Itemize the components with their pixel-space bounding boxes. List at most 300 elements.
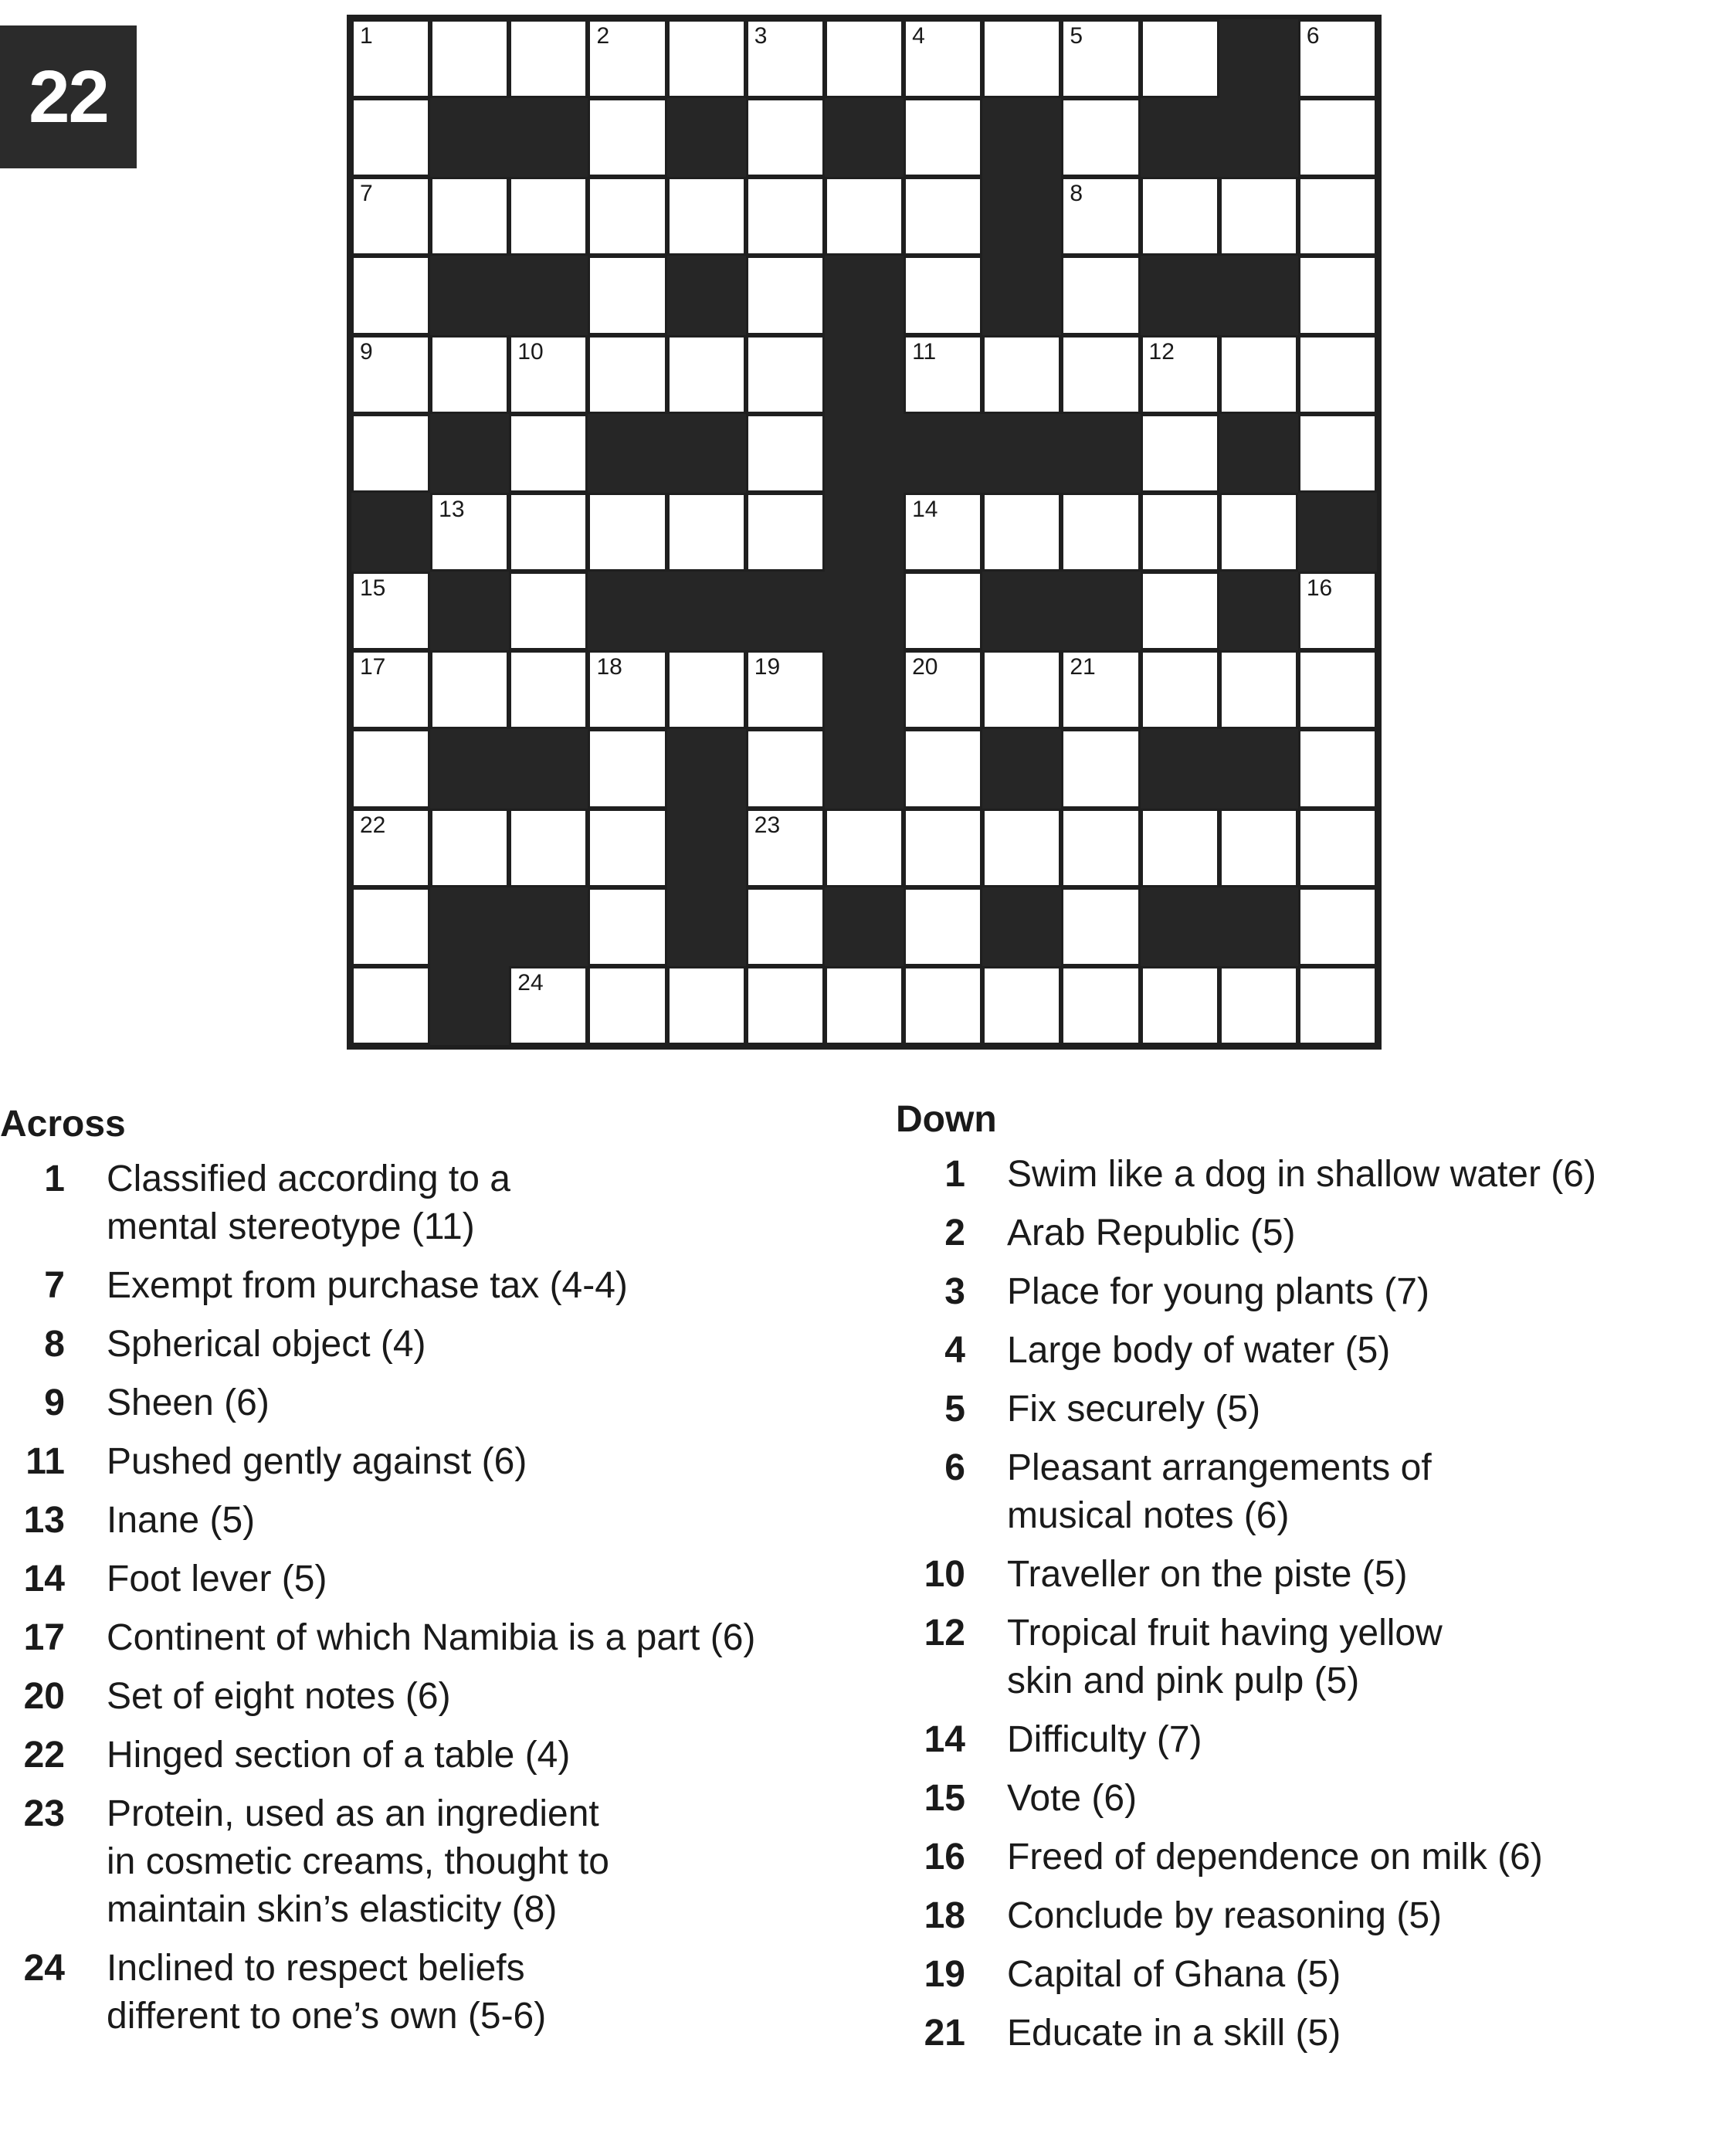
across-clue-23 [0,1790,834,1934]
grid-entry-cell[interactable] [351,966,430,1045]
grid-block-cell [667,572,746,650]
grid-entry-cell[interactable] [825,177,904,256]
down-heading: Down [896,1099,997,1140]
grid-entry-cell[interactable] [1141,19,1219,98]
down-clue-16 [896,1833,1730,1881]
grid-entry-cell[interactable] [746,493,825,572]
clue-text [107,1438,527,1486]
grid-entry-cell[interactable] [351,177,430,256]
grid-block-cell [982,572,1061,650]
grid-entry-cell[interactable] [588,809,666,887]
grid-entry-cell[interactable] [746,335,825,414]
grid-entry-cell[interactable] [588,256,666,334]
cell-clue-number: 13 [439,496,465,522]
clue-text-line: Sheen (6) [107,1382,270,1423]
grid-entry-cell[interactable] [1298,729,1377,808]
grid-block-cell [667,256,746,334]
grid-block-cell [509,887,588,966]
grid-block-cell [509,256,588,334]
grid-entry-cell[interactable] [430,493,509,572]
grid-block-cell [825,98,904,177]
grid-entry-cell[interactable] [351,335,430,414]
grid-entry-cell[interactable] [904,177,982,256]
grid-block-cell [430,887,509,966]
grid-entry-cell[interactable] [746,98,825,177]
clue-text [107,1262,628,1310]
cell-clue-number: 24 [517,969,544,996]
clue-number: 24 [23,1948,65,1989]
across-clue-9 [0,1379,834,1427]
grid-block-cell [1219,256,1298,334]
across-clue-7 [0,1262,834,1310]
clue-text-line: different to one’s own (5-6) [107,1996,547,2037]
grid-entry-cell[interactable] [746,19,825,98]
grid-block-cell [1219,414,1298,493]
grid-entry-cell[interactable] [588,729,666,808]
grid-entry-cell[interactable] [509,650,588,729]
clue-text [107,1321,426,1369]
clue-number: 9 [44,1382,65,1423]
grid-block-cell [1219,572,1298,650]
grid-block-cell [588,414,666,493]
grid-entry-cell[interactable] [667,966,746,1045]
grid-entry-cell[interactable] [746,650,825,729]
clue-text [1007,1833,1543,1881]
grid-entry-cell[interactable] [1061,98,1140,177]
grid-entry-cell[interactable] [1061,729,1140,808]
cell-clue-number: 1 [360,23,373,49]
clue-text-line: Difficulty (7) [1007,1719,1202,1760]
clue-text-line: Exempt from purchase tax (4-4) [107,1265,628,1306]
clue-text-line: Large body of water (5) [1007,1330,1391,1371]
grid-entry-cell[interactable] [1298,966,1377,1045]
down-clue-5 [896,1386,1730,1433]
clue-text-line: Freed of dependence on milk (6) [1007,1837,1543,1878]
clue-number: 5 [944,1389,965,1430]
cell-clue-number: 17 [360,654,386,680]
down-clue-19 [896,1951,1730,1999]
grid-block-cell [746,572,825,650]
grid-entry-cell[interactable] [1298,256,1377,334]
grid-entry-cell[interactable] [430,650,509,729]
clue-text [1007,1610,1443,1705]
grid-entry-cell[interactable] [351,98,430,177]
grid-block-cell [1141,256,1219,334]
down-clue-3 [896,1268,1730,1316]
clue-number: 7 [44,1265,65,1306]
clue-text [1007,1892,1442,1940]
cell-clue-number: 3 [754,23,768,49]
grid-entry-cell[interactable] [667,335,746,414]
grid-block-cell [825,493,904,572]
grid-entry-cell[interactable] [588,966,666,1045]
grid-block-cell [982,98,1061,177]
clue-text [1007,2010,1341,2057]
grid-entry-cell[interactable] [825,966,904,1045]
grid-block-cell [430,256,509,334]
grid-block-cell [1061,572,1140,650]
grid-entry-cell[interactable] [1061,809,1140,887]
grid-entry-cell[interactable] [588,98,666,177]
grid-entry-cell[interactable] [904,966,982,1045]
grid-entry-cell[interactable] [1061,19,1140,98]
grid-block-cell [1141,729,1219,808]
grid-entry-cell[interactable] [1141,414,1219,493]
clue-text-line: Swim like a dog in shallow water (6) [1007,1154,1596,1195]
grid-entry-cell[interactable] [825,809,904,887]
grid-entry-cell[interactable] [1141,177,1219,256]
clue-text [1007,1444,1432,1540]
grid-entry-cell[interactable] [1141,809,1219,887]
grid-entry-cell[interactable] [904,887,982,966]
grid-entry-cell[interactable] [588,19,666,98]
grid-entry-cell[interactable] [588,177,666,256]
clue-text-line: Inclined to respect beliefs [107,1948,525,1989]
cell-clue-number: 5 [1070,23,1083,49]
grid-block-cell [667,98,746,177]
cell-clue-number: 20 [912,654,938,680]
grid-block-cell [825,414,904,493]
grid-entry-cell[interactable] [588,493,666,572]
grid-entry-cell[interactable] [904,572,982,650]
grid-block-cell [982,887,1061,966]
cell-clue-number: 19 [754,654,781,680]
clue-text [1007,1775,1137,1823]
grid-entry-cell[interactable] [746,729,825,808]
grid-block-cell [982,729,1061,808]
clue-text [107,1945,546,2040]
grid-entry-cell[interactable] [904,650,982,729]
clue-number: 16 [924,1837,965,1878]
cell-clue-number: 12 [1148,338,1175,365]
grid-entry-cell[interactable] [746,177,825,256]
grid-block-cell [904,414,982,493]
clue-text [107,1732,570,1779]
grid-block-cell [825,729,904,808]
cell-clue-number: 11 [912,338,937,365]
grid-entry-cell[interactable] [982,650,1061,729]
clue-number: 20 [23,1676,65,1717]
clue-number: 2 [944,1213,965,1253]
grid-entry-cell[interactable] [746,966,825,1045]
grid-block-cell [825,256,904,334]
down-clue-12 [896,1610,1730,1705]
clue-text [1007,1268,1429,1316]
grid-entry-cell[interactable] [430,19,509,98]
clue-number: 12 [924,1613,965,1654]
grid-entry-cell[interactable] [904,809,982,887]
grid-entry-cell[interactable] [588,650,666,729]
grid-entry-cell[interactable] [430,809,509,887]
grid-entry-cell[interactable] [667,19,746,98]
grid-entry-cell[interactable] [1219,335,1298,414]
clue-text-line: maintain skin’s elasticity (8) [107,1889,558,1930]
down-clue-10 [896,1551,1730,1599]
grid-entry-cell[interactable] [1298,887,1377,966]
clue-number: 13 [23,1500,65,1541]
clue-text [1007,1151,1596,1199]
grid-entry-cell[interactable] [509,572,588,650]
grid-entry-cell[interactable] [430,177,509,256]
clue-text-line: Capital of Ghana (5) [1007,1954,1341,1995]
cell-clue-number: 6 [1306,23,1320,49]
clue-text-line: Classified according to a [107,1158,510,1199]
grid-entry-cell[interactable] [1219,966,1298,1045]
grid-entry-cell[interactable] [1298,19,1377,98]
clue-number: 10 [924,1554,965,1595]
clue-text-line: Arab Republic (5) [1007,1213,1296,1253]
grid-block-cell [1219,98,1298,177]
clue-number: 15 [924,1778,965,1819]
cell-clue-number: 16 [1306,575,1333,602]
grid-entry-cell[interactable] [1061,493,1140,572]
grid-entry-cell[interactable] [904,493,982,572]
grid-block-cell [351,493,430,572]
clue-text [1007,1209,1296,1257]
grid-entry-cell[interactable] [1219,493,1298,572]
grid-block-cell [667,809,746,887]
grid-block-cell [825,335,904,414]
grid-block-cell [982,414,1061,493]
clue-text-line: Tropical fruit having yellow [1007,1613,1443,1654]
clue-text [1007,1716,1202,1764]
grid-entry-cell[interactable] [351,650,430,729]
clue-text [1007,1386,1260,1433]
clue-text-line: Set of eight notes (6) [107,1676,451,1717]
grid-block-cell [430,729,509,808]
grid-block-cell [430,572,509,650]
across-heading: Across [0,1104,126,1145]
grid-entry-cell[interactable] [904,729,982,808]
grid-block-cell [825,572,904,650]
cell-clue-number: 22 [360,812,386,838]
grid-entry-cell[interactable] [667,177,746,256]
grid-entry-cell[interactable] [588,887,666,966]
grid-entry-cell[interactable] [1141,572,1219,650]
clue-text-line: skin and pink pulp (5) [1007,1660,1360,1701]
grid-entry-cell[interactable] [982,809,1061,887]
clue-text-line: Spherical object (4) [107,1324,426,1365]
cell-clue-number: 4 [912,23,925,49]
cell-clue-number: 7 [360,181,373,207]
cell-clue-number: 23 [754,812,781,838]
clue-number: 23 [23,1793,65,1834]
clue-text-line: Protein, used as an ingredient [107,1793,599,1834]
grid-entry-cell[interactable] [1061,966,1140,1045]
grid-block-cell [1219,19,1298,98]
grid-entry-cell[interactable] [904,256,982,334]
grid-entry-cell[interactable] [904,335,982,414]
grid-entry-cell[interactable] [430,335,509,414]
grid-entry-cell[interactable] [351,414,430,493]
grid-entry-cell[interactable] [588,335,666,414]
grid-entry-cell[interactable] [667,493,746,572]
cell-clue-number: 14 [912,496,938,522]
grid-entry-cell[interactable] [509,809,588,887]
grid-entry-cell[interactable] [351,887,430,966]
down-clue-4 [896,1327,1730,1375]
grid-entry-cell[interactable] [509,414,588,493]
grid-entry-cell[interactable] [982,335,1061,414]
clue-text [1007,1327,1390,1375]
grid-block-cell [667,414,746,493]
cell-clue-number: 8 [1070,181,1083,207]
across-clue-17 [0,1614,834,1662]
grid-entry-cell[interactable] [1061,177,1140,256]
grid-block-cell [1061,414,1140,493]
grid-entry-cell[interactable] [746,809,825,887]
grid-block-cell [825,650,904,729]
grid-entry-cell[interactable] [509,966,588,1045]
clue-number: 17 [23,1617,65,1658]
grid-entry-cell[interactable] [351,19,430,98]
down-clue-6 [896,1444,1730,1540]
grid-entry-cell[interactable] [1298,335,1377,414]
clue-text-line: in cosmetic creams, thought to [107,1841,609,1882]
clue-number: 8 [44,1324,65,1365]
grid-block-cell [667,729,746,808]
clue-number: 14 [924,1719,965,1760]
clue-number: 22 [23,1735,65,1776]
clue-number: 19 [924,1954,965,1995]
clue-text [1007,1551,1407,1599]
clue-text [107,1790,609,1934]
grid-block-cell [825,887,904,966]
across-clue-24 [0,1945,834,2040]
grid-entry-cell[interactable] [1141,650,1219,729]
grid-entry-cell[interactable] [1298,809,1377,887]
grid-entry-cell[interactable] [1141,335,1219,414]
across-clue-8 [0,1321,834,1369]
down-clue-2 [896,1209,1730,1257]
clue-text-line: Traveller on the piste (5) [1007,1554,1408,1595]
grid-entry-cell[interactable] [351,729,430,808]
down-clue-1 [896,1151,1730,1199]
grid-entry-cell[interactable] [509,19,588,98]
grid-entry-cell[interactable] [746,256,825,334]
grid-entry-cell[interactable] [904,19,982,98]
grid-entry-cell[interactable] [1219,809,1298,887]
grid-entry-cell[interactable] [1298,98,1377,177]
grid-entry-cell[interactable] [1141,966,1219,1045]
grid-entry-cell[interactable] [1219,177,1298,256]
clue-text-line: Place for young plants (7) [1007,1271,1429,1312]
grid-entry-cell[interactable] [982,966,1061,1045]
grid-block-cell [1219,729,1298,808]
grid-block-cell [430,414,509,493]
grid-entry-cell[interactable] [509,493,588,572]
cell-clue-number: 21 [1070,654,1096,680]
grid-entry-cell[interactable] [1061,335,1140,414]
grid-block-cell [430,966,509,1045]
across-clue-13 [0,1497,834,1545]
grid-block-cell [1141,887,1219,966]
grid-entry-cell[interactable] [825,19,904,98]
clue-text-line: Conclude by reasoning (5) [1007,1895,1442,1936]
down-clue-15 [896,1775,1730,1823]
grid-block-cell [509,729,588,808]
down-clue-14 [896,1716,1730,1764]
clue-text-line: Pleasant arrangements of [1007,1447,1432,1488]
grid-entry-cell[interactable] [351,572,430,650]
clue-text [107,1614,755,1662]
grid-block-cell [667,887,746,966]
grid-entry-cell[interactable] [509,177,588,256]
grid-entry-cell[interactable] [1298,572,1377,650]
grid-block-cell [1141,98,1219,177]
grid-entry-cell[interactable] [1298,414,1377,493]
across-clue-22 [0,1732,834,1779]
grid-entry-cell[interactable] [1141,493,1219,572]
clue-number: 4 [944,1330,965,1371]
grid-entry-cell[interactable] [1298,650,1377,729]
down-clue-21 [896,2010,1730,2057]
grid-block-cell [509,98,588,177]
grid-entry-cell[interactable] [746,414,825,493]
puzzle-number-badge: 22 [0,25,137,168]
grid-entry-cell[interactable] [509,335,588,414]
clue-text [107,1155,510,1251]
grid-entry-cell[interactable] [1061,256,1140,334]
clue-number: 3 [944,1271,965,1312]
clue-text-line: Hinged section of a table (4) [107,1735,571,1776]
clue-number: 14 [23,1559,65,1599]
clue-number: 1 [44,1158,65,1199]
across-clue-20 [0,1673,834,1721]
clue-text [1007,1951,1341,1999]
crossword-grid [347,15,1382,1050]
grid-entry-cell[interactable] [351,256,430,334]
clue-text-line: mental stereotype (11) [107,1206,475,1247]
grid-entry-cell[interactable] [982,19,1061,98]
grid-entry-cell[interactable] [1219,650,1298,729]
grid-entry-cell[interactable] [1061,650,1140,729]
clue-text [107,1379,270,1427]
across-clue-14 [0,1555,834,1603]
grid-entry-cell[interactable] [351,809,430,887]
cell-clue-number: 18 [596,654,622,680]
clue-text-line: musical notes (6) [1007,1495,1290,1536]
down-clue-18 [896,1892,1730,1940]
cell-clue-number: 2 [596,23,610,49]
clue-text-line: Vote (6) [1007,1778,1138,1819]
grid-entry-cell[interactable] [1061,887,1140,966]
clue-text-line: Fix securely (5) [1007,1389,1261,1430]
cell-clue-number: 10 [517,338,544,365]
clue-number: 1 [944,1154,965,1195]
clue-text [107,1555,327,1603]
grid-entry-cell[interactable] [667,650,746,729]
grid-entry-cell[interactable] [904,98,982,177]
grid-block-cell [1298,493,1377,572]
grid-block-cell [1219,887,1298,966]
across-clue-11 [0,1438,834,1486]
clue-text [107,1673,451,1721]
grid-block-cell [430,98,509,177]
clue-number: 6 [944,1447,965,1488]
grid-block-cell [982,256,1061,334]
clue-number: 21 [924,2013,965,2054]
cell-clue-number: 9 [360,338,373,365]
clue-text-line: Foot lever (5) [107,1559,327,1599]
clue-number: 11 [25,1441,65,1482]
clue-text-line: Pushed gently against (6) [107,1441,527,1482]
grid-entry-cell[interactable] [982,493,1061,572]
grid-entry-cell[interactable] [1298,177,1377,256]
across-clue-1 [0,1155,834,1251]
grid-entry-cell[interactable] [746,887,825,966]
cell-clue-number: 15 [360,575,386,602]
